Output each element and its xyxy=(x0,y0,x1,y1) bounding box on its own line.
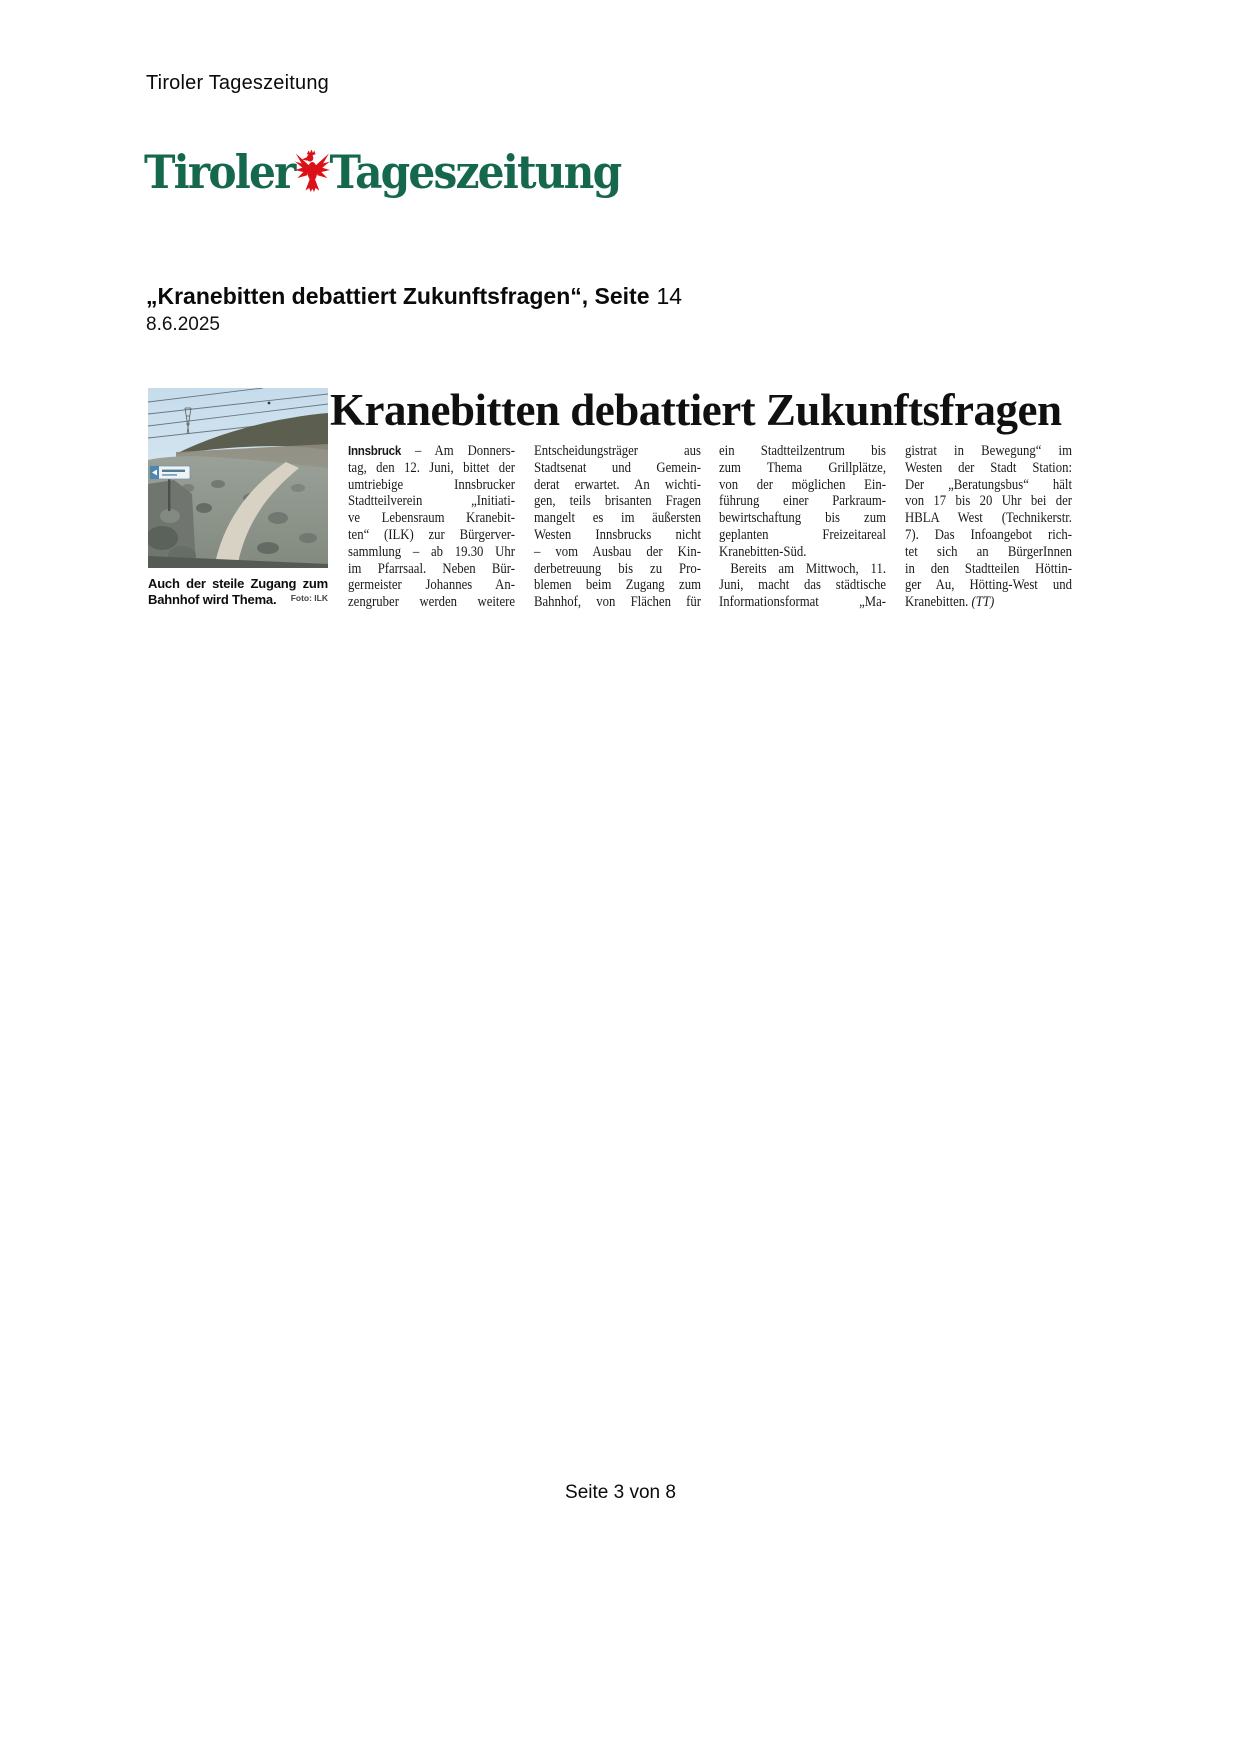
article-line: ten“ (ILK) zur Bürgerver- xyxy=(348,526,516,543)
article-line: Bahnhof, von Flächen für xyxy=(533,594,701,611)
article-line: zum Thema Grillplätze, xyxy=(719,459,887,476)
article-line: im Pfarrsaal. Neben Bür- xyxy=(348,560,516,577)
article-line: derbetreuung bis zu Pro- xyxy=(533,560,701,577)
document-headline xyxy=(146,283,682,310)
article-line: Bereits am Mittwoch, 11. xyxy=(730,560,887,577)
article-column xyxy=(905,443,1072,611)
article-columns xyxy=(348,443,1073,613)
article-title: Kranebitten debattiert Zukunftsfragen xyxy=(330,385,1062,435)
article-line: Stadtteilverein „Initiati- xyxy=(348,493,516,510)
document-date: 8.6.2025 xyxy=(146,314,220,335)
article-line: geplanten Freizeitareal xyxy=(719,526,887,543)
headline-page-number: 14 xyxy=(656,283,683,309)
article-line: umtriebige Innsbrucker xyxy=(348,476,516,493)
article-line: tet sich an BürgerInnen xyxy=(905,543,1073,560)
article-line: Kranebitten-Süd. xyxy=(719,543,807,560)
article-column xyxy=(719,443,886,611)
article-line: – vom Ausbau der Kin- xyxy=(533,543,701,560)
article-line: gen, teils brisanten Fragen xyxy=(533,493,701,510)
bird-silhouette xyxy=(268,402,271,405)
article-line: führung einer Parkraum- xyxy=(719,493,887,510)
article-line: von der möglichen Ein- xyxy=(719,476,887,493)
article-line: Der „Beratungsbus“ hält xyxy=(905,476,1073,493)
article-line: Stadtsenat und Gemein- xyxy=(533,459,701,476)
article-column xyxy=(348,443,515,611)
article-clipping xyxy=(148,385,1073,612)
article-line: gistrat in Bewegung“ im xyxy=(905,443,1073,459)
article-line: Entscheidungsträger aus xyxy=(533,443,701,459)
article-line: bewirtschaftung bis zum xyxy=(719,510,887,527)
photo-credit: Foto: ILK xyxy=(287,591,328,607)
article-line: Westen der Stadt Station: xyxy=(905,459,1073,476)
article-line: mangelt es im äußersten xyxy=(533,510,701,527)
article-line: Innsbruck – Am Donners- xyxy=(348,443,516,459)
article-line: von 17 bis 20 Uhr bei der xyxy=(905,493,1073,510)
article-line: sammlung – ab 19.30 Uhr xyxy=(348,543,516,560)
article-line: derat erwartet. An wichti- xyxy=(533,476,701,493)
page-footer: Seite 3 von 8 xyxy=(565,1482,676,1503)
tyrolean-eagle-icon xyxy=(294,147,331,193)
article-line: germeister Johannes An- xyxy=(348,577,516,594)
article-line: HBLA West (Technikerstr. xyxy=(905,510,1073,527)
photo-caption-text: Auch der steile Zugang zum Bahnhof wird Thema. xyxy=(148,576,328,607)
article-line: Juni, macht das städtische xyxy=(719,577,887,594)
source-header: Tiroler Tageszeitung xyxy=(146,72,329,94)
article-line: zengruber werden weitere xyxy=(348,594,516,611)
article-line: Kranebitten. (TT) xyxy=(905,594,995,611)
photo-caption xyxy=(148,576,328,607)
article-line: blemen beim Zugang zum xyxy=(533,577,701,594)
newspaper-masthead xyxy=(144,146,620,198)
article-line: ein Stadtteilzentrum bis xyxy=(719,443,887,459)
headline-quoted-title: „Kranebitten debattiert Zukunftsfragen“, Seite xyxy=(146,283,650,309)
article-line: ger Au, Hötting-West und xyxy=(905,577,1073,594)
article-line: in den Stadtteilen Höttin- xyxy=(905,560,1073,577)
article-line: Westen Innsbrucks nicht xyxy=(533,526,701,543)
article-line: Informationsformat „Ma- xyxy=(719,594,887,611)
article-column xyxy=(534,443,701,611)
article-line: ve Lebensraum Kranebit- xyxy=(348,510,516,527)
article-line: tag, den 12. Juni, bittet der xyxy=(348,459,516,476)
masthead-word-tageszeitung: Tageszeitung xyxy=(329,145,621,199)
article-line: 7). Das Infoangebot rich- xyxy=(905,526,1073,543)
masthead-word-tiroler: Tiroler xyxy=(144,145,295,199)
article-photo-image xyxy=(148,388,328,568)
